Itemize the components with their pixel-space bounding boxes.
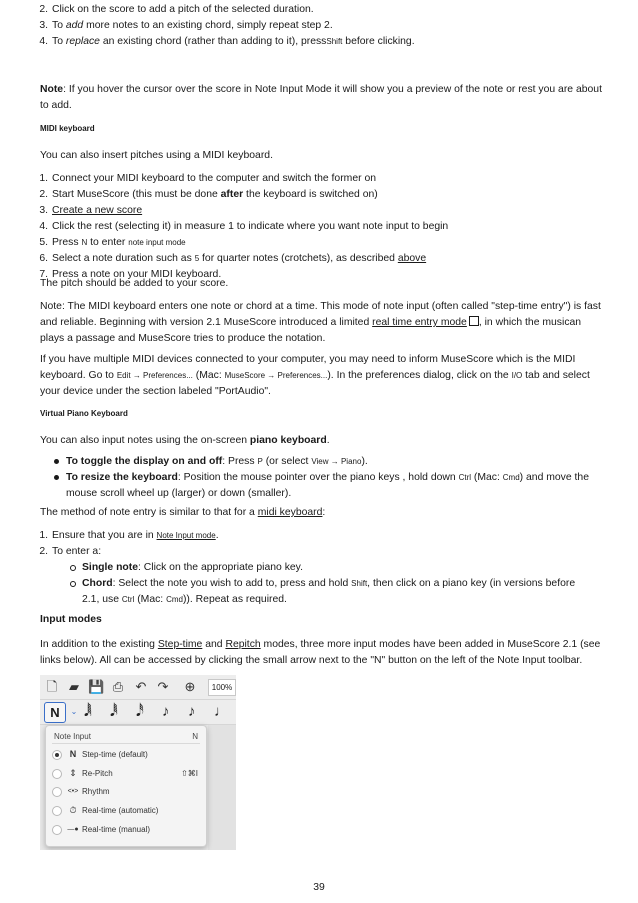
- list-item: 2. Click on the score to add a pitch of the selected duration.: [39, 4, 314, 15]
- create-score-link[interactable]: Create a new score: [52, 205, 143, 216]
- metronome-icon: ⏱: [69, 805, 77, 815]
- eighth-note-alt-icon: ♪: [188, 703, 196, 720]
- zoom-icon: ⊕: [184, 679, 196, 694]
- score-area: [208, 725, 236, 850]
- midi-note-paragraph: Note: The MIDI keyboard enters one note or chord at a time. This mode of note input (often called "step-time entry") is fast and reliable. Beginning with version 2.1 MuseScore introduced a limited real time entry mode , in which the musican plays a passage and MuseScore tries to produce the notation.: [40, 301, 601, 344]
- list-item: 7. Press a note on your MIDI keyboard.: [39, 269, 222, 280]
- input-modes-heading: Input modes: [40, 614, 102, 625]
- sub-list: [70, 560, 620, 608]
- eighth-note-icon: ♪: [162, 703, 170, 720]
- key-press-icon: —●: [67, 826, 79, 833]
- quarter-note-icon: ♩: [214, 703, 229, 720]
- radio-icon: [52, 806, 62, 816]
- multi-devices-paragraph: If you have multiple MIDI devices connected to your computer, you may need to inform MuseScore which is the MIDI keyboard. Go to Edit → Preferences... (Mac: MuseScore → Preferences...). In the preferences dialog, click on the I/O tab and select your device under the section labeled "PortAudio".: [40, 354, 590, 397]
- midi-intro: You can also insert pitches using a MIDI keyboard.: [40, 150, 273, 161]
- note-input-mode-link[interactable]: Note Input mode: [156, 531, 216, 540]
- undo-icon: ↶: [135, 679, 147, 694]
- virtual-piano-heading: Virtual Piano Keyboard: [40, 409, 128, 418]
- note-input-toolbar: [40, 700, 236, 725]
- file-toolbar: [40, 675, 236, 700]
- real-time-entry-link[interactable]: real time entry mode: [372, 317, 467, 328]
- midi-heading: MIDI keyboard: [40, 124, 95, 133]
- redo-icon: ↷: [157, 679, 169, 694]
- list-item: To resize the keyboard: Position the mouse pointer over the piano keys , hold down Ctrl (Mac: Cmd) and move the mouse scroll wheel up (larger) or down (smaller).: [54, 470, 614, 502]
- 16th-note-icon: 𝅘𝅥𝅰: [136, 703, 144, 720]
- note-input-button: N: [44, 702, 66, 723]
- virtual-intro: You can also input notes using the on-screen piano keyboard.: [40, 435, 330, 446]
- list-item: 3. To add more notes to an existing chord, simply repeat step 2.: [39, 20, 333, 31]
- new-score-icon: 🗋: [46, 679, 58, 694]
- input-modes-paragraph: In addition to the existing Step-time and Repitch modes, three more input modes have been added in MuseScore 2.1 (see links below). All can be accessed by clicking the small arrow next to the "N" button on the left of the Note Input toolbar.: [40, 639, 601, 666]
- above-link[interactable]: above: [397, 253, 427, 264]
- pitch-added-text: The pitch should be added to your score.: [40, 278, 229, 289]
- save-icon: 💾: [88, 679, 105, 694]
- menu-header: Note Input N: [54, 732, 198, 741]
- midi-steps: [40, 171, 620, 283]
- midi-keyboard-link[interactable]: midi keyboard: [257, 507, 323, 518]
- rhythm-icon: <•>: [67, 788, 79, 795]
- chevron-down-icon: ⌄: [70, 707, 78, 716]
- menu-item-rhythm: <•> Rhythm: [52, 784, 202, 799]
- list-item: 1. Ensure that you are in Note Input mode.: [39, 530, 219, 541]
- 64th-note-icon: 𝅘𝅥𝅲: [84, 703, 92, 720]
- repitch-link[interactable]: Repitch: [225, 639, 261, 650]
- menu-item-real-time-automatic: ⏱ Real-time (automatic): [52, 803, 202, 818]
- radio-selected-icon: [52, 750, 62, 760]
- radio-icon: [52, 787, 62, 797]
- list-item: To toggle the display on and off: Press P (or select View → Piano).: [54, 454, 614, 470]
- list-item: 3. Create a new score: [39, 205, 143, 216]
- method-text: The method of note entry is similar to that for a midi keyboard:: [40, 507, 326, 518]
- note-input-menu-screenshot: [40, 675, 236, 850]
- 32nd-note-icon: 𝅘𝅥𝅱: [110, 703, 118, 720]
- page-number: 39: [313, 882, 325, 893]
- key-shift: Shift: [326, 37, 343, 46]
- list-item: 6. Select a note duration such as 5 for quarter notes (crotchets), as described above: [39, 253, 427, 264]
- radio-icon: [52, 825, 62, 835]
- external-link-icon: [469, 316, 479, 326]
- list-item: 4. Click the rest (selecting it) in measure 1 to indicate where you want note input to begin: [39, 221, 449, 232]
- open-folder-icon: ▰: [69, 679, 79, 694]
- list-item: Chord: Select the note you wish to add to, press and hold Shift, then click on a piano key (in versions before 2.1, use Ctrl (Mac: Cmd)). Repeat as required.: [70, 576, 620, 608]
- menu-item-re-pitch: ⇕ Re-Pitch ⇧⌘I: [52, 766, 202, 781]
- list-item: 5. Press N to enter note input mode: [39, 237, 186, 248]
- step-time-link[interactable]: Step-time: [157, 639, 203, 650]
- virtual-steps: [40, 528, 620, 608]
- list-item: 4. To replace an existing chord (rather than adding to it), pressShift before clicking.: [39, 36, 415, 47]
- virtual-bullets: [54, 454, 614, 502]
- print-icon: ⎙: [112, 679, 124, 694]
- radio-icon: [52, 769, 62, 779]
- zoom-field: 100%: [208, 679, 236, 696]
- menu-item-step-time: N Step-time (default): [52, 747, 202, 762]
- note-paragraph: Note: If you hover the cursor over the score in Note Input Mode it will show you a preview of the note or rest you are about to add.: [40, 84, 602, 111]
- menu-divider: [52, 743, 200, 744]
- menu-item-real-time-manual: —● Real-time (manual): [52, 822, 202, 837]
- input-mode-dropdown: [45, 725, 207, 847]
- list-item: 2. To enter a: Single note: Click on the appropriate piano key. Chord: Select the note you wish to add to, press and hold Shift, then click on a piano key (in versions before 2.1, use Ctrl (Mac: Cmd)). Repeat as required.: [40, 544, 620, 608]
- repitch-icon: ⇕: [69, 768, 77, 778]
- step-time-icon: N: [69, 749, 77, 759]
- list-item: 1. Connect your MIDI keyboard to the computer and switch the former on: [39, 173, 376, 184]
- list-item: 2. Start MuseScore (this must be done after the keyboard is switched on): [39, 189, 378, 200]
- top-numbered-list: [40, 2, 620, 50]
- list-item: Single note: Click on the appropriate piano key.: [70, 560, 620, 576]
